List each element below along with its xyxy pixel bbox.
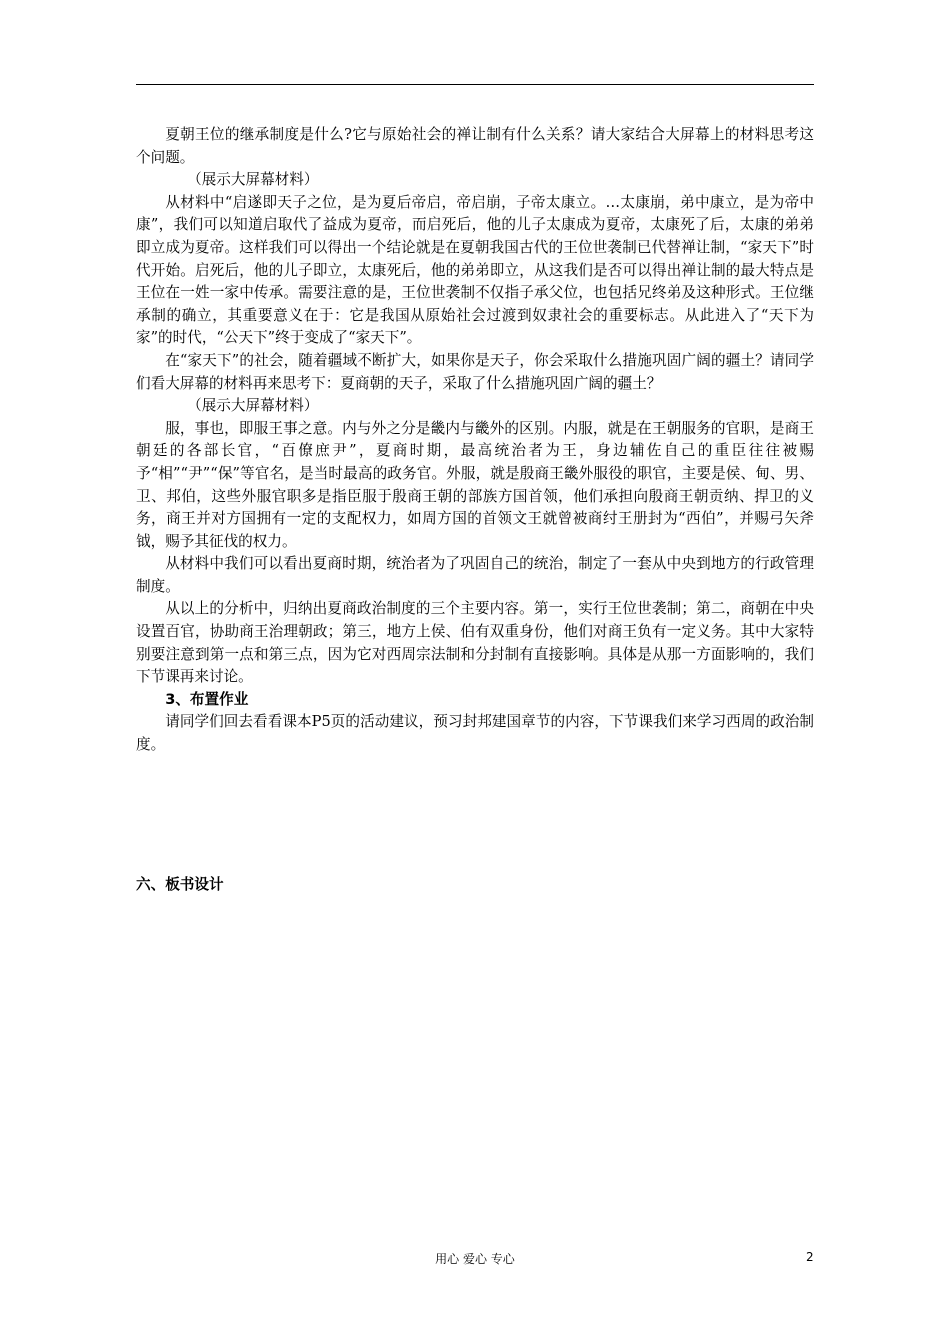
document-body [136,124,814,757]
paragraph-admin-system: 从材料中我们可以看出夏商时期，统治者为了巩固自己的统治，制定了一套从中央到地方的行政管理制度。 [136,555,814,595]
paragraph-question-succession: 夏朝王位的继承制度是什么?它与原始社会的禅让制有什么关系？请大家结合大屏幕上的材料思考这个问题。 [136,126,814,166]
header-rule [136,84,814,85]
paragraph-homework: 请同学们回去看看课本P5页的活动建议，预习封邦建国章节的内容，下节课我们来学习西周的政治制度。 [136,713,814,754]
page-number: 2 [806,1250,814,1264]
paragraph-fu-explanation: 服，事也，即服王事之意。内与外之分是畿内与畿外的区别。内服，就是在王朝服务的官职，是商王朝廷的各部长官，“百僚庶尹”，夏商时期，最高统治者为王，身边辅佐自己的重臣往往被赐予“相”“尹”“保”等官名，是当时最高的政务官。外服，就是殷商王畿外服役的职官，主要是侯、甸、男、卫、邦伯，这些外服官职多是指臣服于殷商王朝的部族方国首领，他们承担向殷商王朝贡纳、捍卫的义务，商王并对方国拥有一定的支配权力，如周方国的首领文王就曾被商纣王册封为“西伯”，并赐弓矢斧钺，赐予其征伐的权力。 [136,419,814,550]
section-heading-board-design: 六、板书设计 [136,876,224,893]
paragraph-question-territory: 在“家天下”的社会，随着疆域不断扩大，如果你是天子，你会采取什么措施巩固广阔的疆土？请同学们看大屏幕的材料再来思考下：夏商朝的天子，采取了什么措施巩固广阔的疆土？ [136,351,814,392]
heading-homework: 3、布置作业 [165,690,249,708]
footer-motto: 用心 爱心 专心 [435,1252,515,1266]
paragraph-show-material-2: （展示大屏幕材料） [187,397,319,415]
paragraph-summary: 从以上的分析中，归纳出夏商政治制度的三个主要内容。第一，实行王位世袭制；第二，商朝在中央设置百官，协助商王治理朝政；第三，地方上侯、伯有双重身份，他们对商王负有一定义务。其中大家特别要注意到第一点和第三点，因为它对西周宗法制和分封制有直接影响。具体是从那一方面影响的，我们下节课再来讨论。 [136,600,814,686]
paragraph-material-analysis: 从材料中“启遂即天子之位，是为夏后帝启，帝启崩，子帝太康立。…太康崩，弟中康立，是为帝中康”，我们可以知道启取代了益成为夏帝，而启死后，他的儿子太康成为夏帝，太康死了后，太康的弟弟即立成为夏帝。这样我们可以得出一个结论就是在夏朝我国古代的王位世袭制已代替禅让制，“家天下”时代开始。启死后，他的儿子即立，太康死后，他的弟弟即立，从这我们是否可以得出禅让制的最大特点是王位在一姓一家中传承。需要注意的是，王位世袭制不仅指子承父位，也包括兄终弟及这种形式。王位继承制的确立，其重要意义在于：它是我国从原始社会过渡到奴隶社会的重要标志。从此进入了“天下为家”的时代，“公天下”终于变成了“家天下”。 [136,193,814,347]
paragraph-show-material-1: （展示大屏幕材料） [187,171,319,189]
